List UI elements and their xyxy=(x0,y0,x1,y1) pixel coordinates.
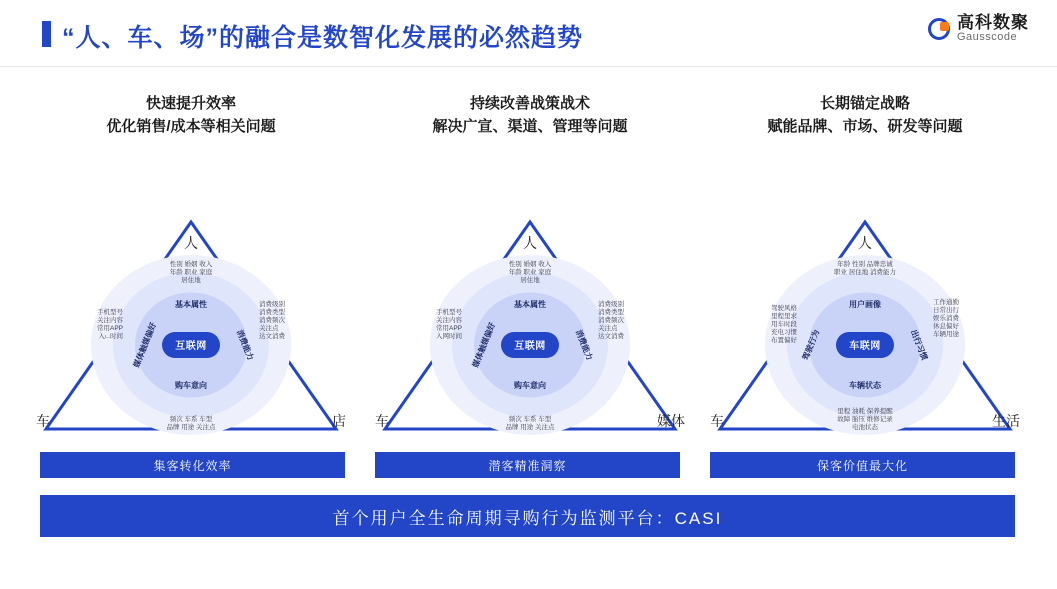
column-2-heading-line2: 解决广宣、渠道、管理等问题 xyxy=(432,118,628,136)
column-3-heading-line1: 长期锚定战略 xyxy=(819,95,910,112)
column-3-heading-line2: 赋能品牌、市场、研发等问题 xyxy=(767,118,963,136)
tags-bottom-1: 频次 车系 车型 品牌 用途 关注点 xyxy=(166,416,216,432)
column-3-heading xyxy=(700,92,1030,139)
segment-right-2: 消费能力 xyxy=(573,327,595,362)
segment-top-2: 基本属性 xyxy=(514,299,546,309)
center-label-1: 互联网 xyxy=(162,332,220,358)
tags-right-1: 消费级别 消费类型 消费频次 关注点 达文消费 xyxy=(259,300,285,340)
title-accent-bar xyxy=(42,21,51,47)
logo-text-cn: 高科数聚 xyxy=(957,13,1029,32)
vertex-top-3: 人 xyxy=(858,234,872,251)
segment-top-1: 基本属性 xyxy=(175,299,207,309)
tags-bottom-3: 里程 油耗 保养提醒 故障 胎压 维修记录 电池状态 xyxy=(837,408,893,432)
tags-right-2: 消费级别 消费类型 消费频次 关注点 达文消费 xyxy=(598,300,624,340)
tags-top-3: 年龄 性别 品牌忠诚 职业 居住地 消费能力 xyxy=(833,260,897,276)
vertex-right-2: 媒体 xyxy=(657,412,685,429)
concentric-diagram-3 xyxy=(765,255,965,435)
tags-bottom-2: 频次 车系 车型 品牌 用途 关注点 xyxy=(505,416,555,432)
brand-logo xyxy=(928,14,1029,43)
logo-mark-icon xyxy=(928,18,950,40)
vertex-left-1: 车 xyxy=(36,412,50,429)
result-bar-3: 保客价值最大化 xyxy=(710,452,1015,478)
center-label-2: 互联网 xyxy=(501,332,559,358)
tags-top-1: 性别 婚姻 收入 年龄 职业 家庭 居住地 xyxy=(169,260,213,284)
segment-bottom-3: 车辆状态 xyxy=(849,380,881,390)
column-1-triangle xyxy=(26,147,356,437)
segment-bottom-2: 购车意向 xyxy=(514,380,546,390)
column-1 xyxy=(26,92,356,452)
page-header xyxy=(0,0,1057,67)
vertex-top-1: 人 xyxy=(184,234,198,251)
segment-left-3: 驾驶行为 xyxy=(800,327,822,362)
segment-right-1: 消费能力 xyxy=(234,327,256,362)
column-1-heading xyxy=(26,92,356,139)
vertex-right-1: 店 xyxy=(332,412,346,429)
result-bar-2: 潜客精准洞察 xyxy=(375,452,680,478)
footer-platform-bar: 首个用户全生命周期寻购行为监测平台：CASI xyxy=(40,495,1015,537)
vertex-right-3: 生活 xyxy=(992,412,1020,429)
vertex-top-2: 人 xyxy=(523,234,537,251)
tags-right-3: 工作通勤 日常出行 娱乐消费 休息偏好 车辆用途 xyxy=(933,298,959,338)
column-3 xyxy=(700,92,1030,452)
segment-left-2: 媒体触媒偏好 xyxy=(470,320,498,369)
concentric-diagram-1 xyxy=(91,255,291,435)
tags-left-1: 手机型号 关注内容 常用APP 入ட时间 xyxy=(96,308,123,340)
tags-top-2: 性别 婚姻 收入 年龄 职业 家庭 居住地 xyxy=(508,260,552,284)
center-label-3: 车联网 xyxy=(836,332,894,358)
column-1-heading-line2: 优化销售/成本等相关问题 xyxy=(106,118,276,136)
column-1-heading-line1: 快速提升效率 xyxy=(145,95,236,112)
vertex-left-3: 车 xyxy=(710,412,724,429)
logo-text-en: Gausscode xyxy=(957,30,1018,43)
result-bar-1: 集客转化效率 xyxy=(40,452,345,478)
column-2-triangle xyxy=(365,147,695,437)
column-3-triangle xyxy=(700,147,1030,437)
tags-left-2: 手机型号 关注内容 常用APP 入网时间 xyxy=(435,308,462,340)
segment-bottom-1: 购车意向 xyxy=(175,380,207,390)
segment-top-3: 用户画像 xyxy=(849,299,881,309)
concentric-diagram-2 xyxy=(430,255,630,435)
column-2 xyxy=(365,92,695,452)
segment-left-1: 媒体触媒偏好 xyxy=(131,320,159,369)
column-2-heading-line1: 持续改善战策战术 xyxy=(469,95,590,112)
column-2-heading xyxy=(365,92,695,139)
tags-left-3: 驾驶风格 里程里求 用车时段 充电习惯 布置偏好 xyxy=(771,304,797,344)
segment-right-3: 出行习惯 xyxy=(908,327,930,362)
page-title: “人、车、场”的融合是数智化发展的必然趋势 xyxy=(62,24,584,52)
vertex-left-2: 车 xyxy=(375,412,389,429)
